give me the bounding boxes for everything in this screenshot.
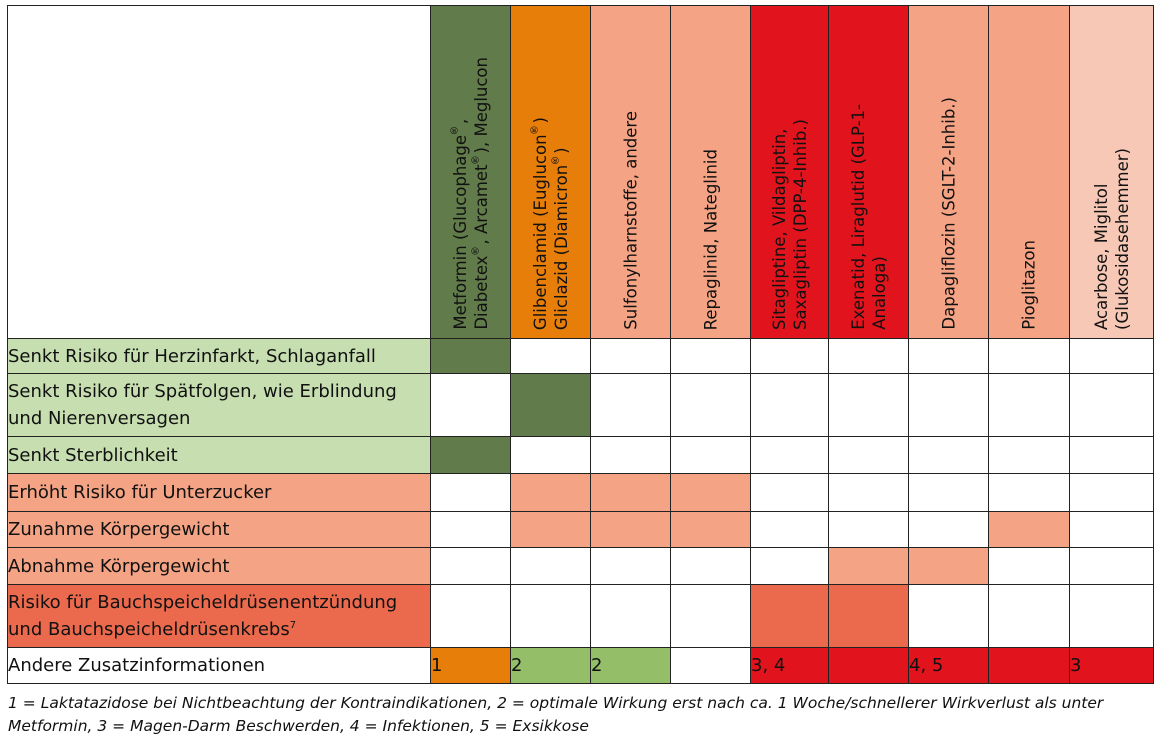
table-cell: [431, 548, 511, 585]
table-cell: [671, 648, 751, 684]
table-cell: [1070, 339, 1154, 374]
table-cell: [431, 374, 511, 437]
row-label: Senkt Risiko für Herzinfarkt, Schlaganfall: [8, 339, 431, 374]
drug-name: Glibenclamid (Euglucon®) Gliclazid (Diamicron®): [528, 116, 571, 330]
table-row: [8, 548, 1154, 585]
drug-name: Exenatid, Liraglutid (GLP-1- Analoga): [848, 104, 889, 330]
table-cell: [671, 339, 751, 374]
drug-name: Acarbose, Miglitol (Glukosidasehemmer): [1091, 148, 1132, 330]
table-cell: [751, 474, 829, 512]
table-cell: [591, 437, 671, 474]
table-cell: [989, 437, 1070, 474]
table-cell: [909, 585, 989, 648]
drug-header-8: [1070, 6, 1154, 339]
superscript-mark: ®: [448, 124, 459, 136]
table-cell: [511, 474, 591, 512]
drug-header-2: [591, 6, 671, 339]
table-cell: [751, 548, 829, 585]
drug-name: Dapagliflozin (SGLT-2-Inhib.): [939, 97, 958, 330]
table-cell: [591, 512, 671, 548]
table-cell: [829, 548, 909, 585]
drug-header-3: [671, 6, 751, 339]
drug-name: Repaglinid, Nateglinid: [701, 148, 720, 330]
table-cell: [1070, 585, 1154, 648]
superscript-mark: 7: [289, 620, 297, 631]
table-cell: [1070, 437, 1154, 474]
drug-comparison-table: [7, 5, 1154, 684]
table-cell: 3: [1070, 648, 1154, 684]
table-cell: [671, 548, 751, 585]
drug-header-7: [989, 6, 1070, 339]
table-cell: [989, 548, 1070, 585]
table-cell: [829, 339, 909, 374]
drug-name: Pioglitazon: [1019, 240, 1039, 330]
corner-cell: [8, 6, 431, 339]
drug-name: Sitagliptine, Vildagliptin, Saxagliptin (DPP-4-Inhib.): [769, 119, 810, 330]
table-cell: [751, 339, 829, 374]
drug-header-5: [829, 6, 909, 339]
drug-header-0: [431, 6, 511, 339]
drug-name: Metformin (Glucophage®, Diabetex®, Arcamet®), Meglucon: [448, 57, 491, 330]
table-cell: 3, 4: [751, 648, 829, 684]
row-label: Zunahme Körpergewicht: [8, 512, 431, 548]
table-cell: [829, 585, 909, 648]
table-cell: [1070, 474, 1154, 512]
table-cell: [671, 585, 751, 648]
table-row: [8, 585, 1154, 648]
table-cell: [989, 648, 1070, 684]
table-cell: [751, 585, 829, 648]
table-cell: [1070, 548, 1154, 585]
table-cell: [989, 512, 1070, 548]
table-cell: [751, 374, 829, 437]
table-cell: 4, 5: [909, 648, 989, 684]
table-cell: [1070, 512, 1154, 548]
table-cell: [591, 474, 671, 512]
table-cell: [511, 374, 591, 437]
table-cell: [989, 585, 1070, 648]
header-row: [8, 6, 1154, 339]
table-cell: [591, 548, 671, 585]
table-cell: [431, 437, 511, 474]
table-cell: [511, 437, 591, 474]
table-cell: [989, 374, 1070, 437]
table-cell: [909, 339, 989, 374]
row-label: Abnahme Körpergewicht: [8, 548, 431, 585]
table-cell: 2: [591, 648, 671, 684]
table-cell: [511, 339, 591, 374]
table-cell: [1070, 374, 1154, 437]
table-cell: [431, 339, 511, 374]
row-label: Senkt Risiko für Spätfolgen, wie Erblindung und Nierenversagen: [8, 374, 431, 437]
table-cell: [829, 474, 909, 512]
superscript-mark: ®: [469, 153, 480, 165]
drug-header-4: [751, 6, 829, 339]
table-cell: [989, 339, 1070, 374]
table-cell: [671, 437, 751, 474]
table-cell: [591, 339, 671, 374]
table-cell: 1: [431, 648, 511, 684]
row-label: Risiko für Bauchspeicheldrüsenentzündung und Bauchspeicheldrüsenkrebs$^7$: [8, 585, 431, 648]
table-cell: [671, 474, 751, 512]
table-body: [8, 339, 1154, 684]
table-cell: [909, 474, 989, 512]
drug-name: Sulfonylharnstoffe, andere: [621, 111, 640, 330]
table-cell: [909, 548, 989, 585]
table-row: [8, 474, 1154, 512]
superscript-mark: ®: [469, 244, 480, 256]
table-cell: [431, 585, 511, 648]
table-cell: [591, 585, 671, 648]
table-cell: [671, 374, 751, 437]
table-cell: [511, 585, 591, 648]
row-label: Senkt Sterblichkeit: [8, 437, 431, 474]
table-cell: [431, 474, 511, 512]
table-row: [8, 648, 1154, 684]
table-row: [8, 437, 1154, 474]
superscript-mark: ®: [549, 153, 560, 165]
table-cell: [671, 512, 751, 548]
table-cell: [909, 374, 989, 437]
drug-header-6: [909, 6, 989, 339]
table-cell: [829, 374, 909, 437]
table-cell: [829, 648, 909, 684]
row-label: Erhöht Risiko für Unterzucker: [8, 474, 431, 512]
table-cell: [511, 512, 591, 548]
table-cell: [591, 374, 671, 437]
table-cell: [829, 437, 909, 474]
table-row: [8, 339, 1154, 374]
table-cell: [909, 512, 989, 548]
superscript-mark: ®: [528, 123, 539, 135]
table-row: [8, 374, 1154, 437]
table-row: [8, 512, 1154, 548]
table-cell: [909, 437, 989, 474]
table-cell: [511, 548, 591, 585]
table-cell: [989, 474, 1070, 512]
drug-header-1: [511, 6, 591, 339]
table-cell: 2: [511, 648, 591, 684]
table-cell: [751, 437, 829, 474]
table-cell: [431, 512, 511, 548]
row-label: Andere Zusatzinformationen: [8, 648, 431, 684]
footnote: 1 = Laktatazidose bei Nichtbeachtung der Kontraindikationen, 2 = optimale Wirkung erst nach ca. 1 Woche/schnellerer Wirkverlust als unter Metformin, 3 = Magen-Darm Beschwerden, 4 = Infektionen, 5 = Exsikkose: [8, 694, 1104, 735]
table-cell: [751, 512, 829, 548]
table-cell: [829, 512, 909, 548]
